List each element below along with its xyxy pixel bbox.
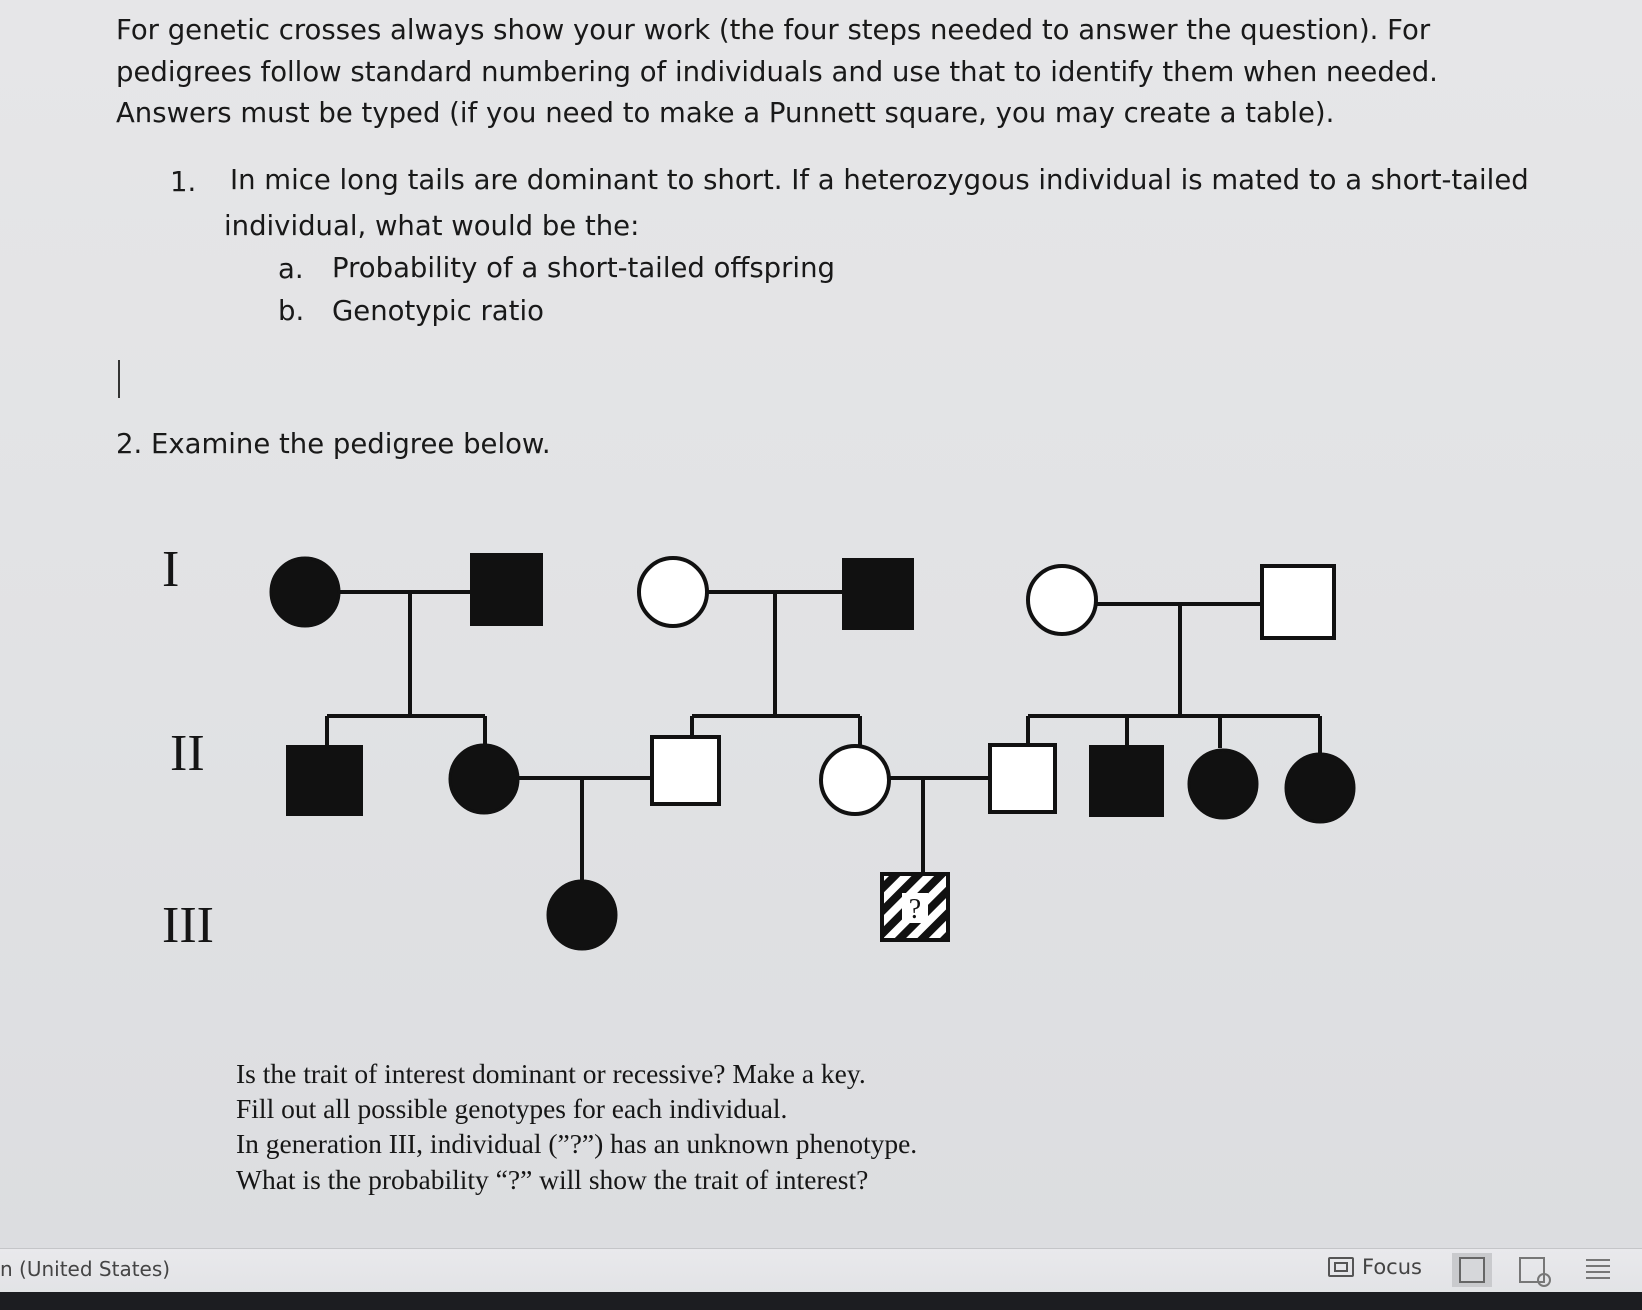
individual-i-2[interactable] bbox=[470, 553, 543, 626]
individual-i-5[interactable] bbox=[1028, 566, 1096, 634]
individual-ii-7[interactable] bbox=[1189, 750, 1257, 818]
print-layout-icon bbox=[1459, 1257, 1485, 1283]
individual-iii-1[interactable] bbox=[548, 881, 616, 949]
individual-ii-2[interactable] bbox=[450, 745, 518, 813]
focus-label: Focus bbox=[1362, 1255, 1422, 1279]
individual-i-1[interactable] bbox=[271, 558, 339, 626]
status-bar bbox=[0, 1248, 1642, 1293]
q1-line-2: individual, what would be the: bbox=[224, 210, 640, 242]
individual-i-4[interactable] bbox=[842, 558, 914, 630]
unknown-mark: ? bbox=[908, 894, 922, 925]
generation-label-ii: II bbox=[170, 725, 205, 782]
language-status[interactable]: n (United States) bbox=[0, 1257, 171, 1281]
generation-label-iii: III bbox=[162, 897, 214, 954]
individual-ii-5[interactable] bbox=[990, 745, 1055, 812]
individual-i-6[interactable] bbox=[1262, 566, 1334, 638]
q1-a-text: Probability of a short-tailed offspring bbox=[332, 252, 835, 284]
monitor-bezel bbox=[0, 1292, 1642, 1310]
q2-question-2: Fill out all possible genotypes for each individual. bbox=[236, 1093, 788, 1124]
intro-line-3: Answers must be typed (if you need to make a Punnett square, you may create a table). bbox=[116, 97, 1335, 129]
outline-icon bbox=[1586, 1259, 1610, 1281]
individual-i-3[interactable] bbox=[639, 558, 707, 626]
focus-icon bbox=[1328, 1257, 1354, 1277]
q1-a-label: a. bbox=[278, 253, 304, 285]
q2-heading: 2. Examine the pedigree below. bbox=[116, 428, 551, 460]
intro-line-2: pedigrees follow standard numbering of individuals and use that to identify them when needed. bbox=[116, 56, 1438, 88]
individual-ii-6[interactable] bbox=[1089, 745, 1164, 817]
q1-b-label: b. bbox=[278, 295, 305, 327]
generation-label-i: I bbox=[162, 541, 180, 598]
q1-number: 1. bbox=[170, 166, 197, 198]
individual-ii-8[interactable] bbox=[1286, 754, 1354, 822]
individual-ii-1[interactable] bbox=[286, 745, 363, 816]
q1-line-1: In mice long tails are dominant to short. If a heterozygous individual is mated to a short-tailed bbox=[230, 164, 1529, 196]
q2-question-4: What is the probability “?” will show the trait of interest? bbox=[236, 1164, 869, 1195]
q1-b-text: Genotypic ratio bbox=[332, 295, 544, 327]
print-layout-button[interactable] bbox=[1452, 1253, 1492, 1287]
individual-ii-3[interactable] bbox=[652, 737, 719, 804]
focus-button[interactable] bbox=[1328, 1255, 1422, 1279]
q2-question-1: Is the trait of interest dominant or recessive? Make a key. bbox=[236, 1058, 866, 1089]
intro-line-1: For genetic crosses always show your work (the four steps needed to answer the question). For bbox=[116, 14, 1431, 46]
q2-question-3: In generation III, individual (”?”) has an unknown phenotype. bbox=[236, 1128, 918, 1159]
web-layout-icon bbox=[1519, 1257, 1545, 1283]
outline-view-button[interactable] bbox=[1578, 1253, 1618, 1287]
individual-ii-4[interactable] bbox=[821, 746, 889, 814]
web-layout-button[interactable] bbox=[1512, 1253, 1552, 1287]
